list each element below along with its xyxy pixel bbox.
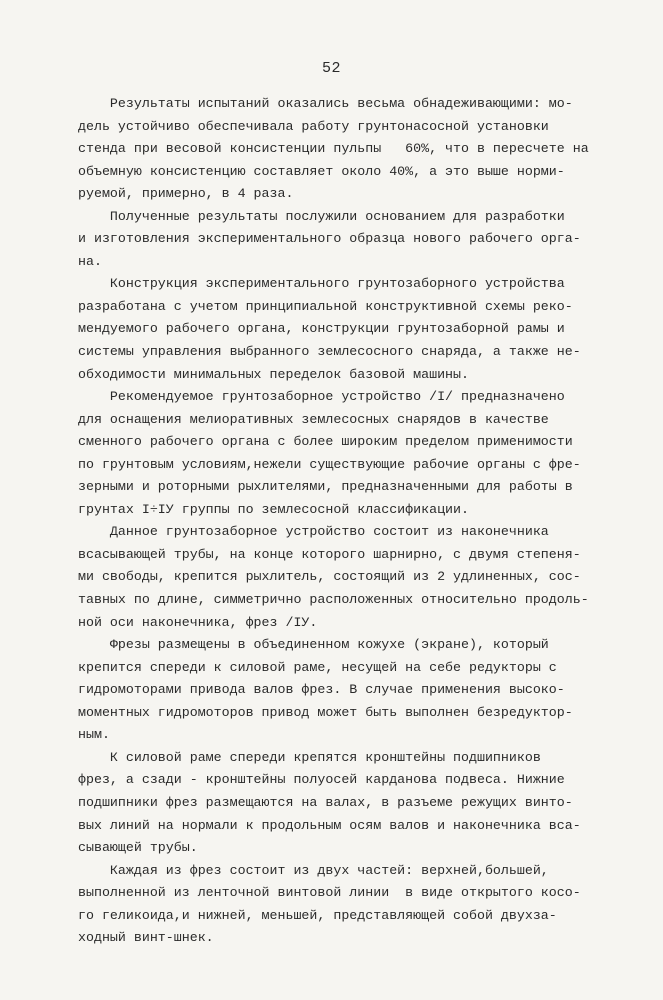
text-line: грунтах I÷IУ группы по землесосной классификации. [78,501,469,517]
text-line: тавных по длине, симметрично расположенных относительно продоль- [78,592,589,608]
text-line: и изготовления экспериментального образца нового рабочего орга- [78,231,581,247]
text-line: ми свободы, крепится рыхлитель, состоящий из 2 удлиненных, сос- [78,569,581,585]
text-line: Каждая из фрез состоит из двух частей: верхней,большей, [78,862,549,878]
text-line: выполненной из ленточной винтовой линии в виде открытого косо- [78,885,581,901]
body-text [78,93,638,950]
text-line: фрез, а сзади - кронштейны полуосей карданова подвеса. Нижние [78,772,565,788]
text-line: гидромоторами привода валов фрез. В случае применения высоко- [78,682,565,698]
text-line: объемную консистенцию составляет около 40%, а это выше норми- [78,163,565,179]
text-line: зерными и роторными рыхлителями, предназначенными для работы в [78,479,573,495]
text-line: по грунтовым условиям,нежели существующие рабочие органы с фре- [78,456,581,472]
text-line: мендуемого рабочего органа, конструкции грунтозаборной рамы и [78,321,565,337]
text-line: Результаты испытаний оказались весьма обнадеживающими: мо- [78,96,573,111]
text-line: дель устойчиво обеспечивала работу грунтонасосной установки [78,118,549,134]
text-line: подшипники фрез размещаются на валах, в разъеме режущих винто- [78,794,573,810]
text-line: обходимости минимальных переделок базовой машины. [78,366,469,382]
text-line: сывающей трубы. [78,840,198,856]
text-line: го геликоида,и нижней, меньшей, представляющей собой двухза- [78,907,557,923]
text-line: вых линий на нормали к продольным осям валов и наконечника вса- [78,817,581,833]
text-line: Данное грунтозаборное устройство состоит из наконечника [78,524,549,540]
page-number: 52 [321,60,341,77]
text-line: сменного рабочего органа с более широким пределом применимости [78,434,573,450]
text-line: Рекомендуемое грунтозаборное устройство /I/ предназначено [78,389,565,405]
text-line: всасывающей трубы, на конце которого шарнирно, с двумя степеня- [78,546,581,562]
text-line: Конструкция экспериментального грунтозаборного устройства [78,276,565,292]
text-line: разработана с учетом принципиальной конструктивной схемы реко- [78,298,573,314]
text-line: стенда при весовой консистенции пульпы 60%, что в пересчете на [78,141,589,157]
text-line: для оснащения мелиоративных землесосных снарядов в качестве [78,411,549,427]
text-line: Фрезы размещены в объединенном кожухе (экране), который [78,637,549,653]
text-line: ходный винт-шнек. [78,930,214,946]
text-line: ным. [78,727,110,743]
text-line: руемой, примерно, в 4 раза. [78,186,294,202]
text-line: Полученные результаты послужили основанием для разработки [78,208,565,224]
text-line: на. [78,253,102,269]
text-line: моментных гидромоторов привод может быть выполнен безредуктор- [78,704,573,720]
text-line: системы управления выбранного землесосного снаряда, а также не- [78,344,581,360]
text-line: К силовой раме спереди крепятся кронштейны подшипников [78,749,541,765]
text-line: ной оси наконечника, фрез /IУ. [78,614,318,630]
text-line: крепится спереди к силовой раме, несущей на себе редукторы с [78,659,557,675]
